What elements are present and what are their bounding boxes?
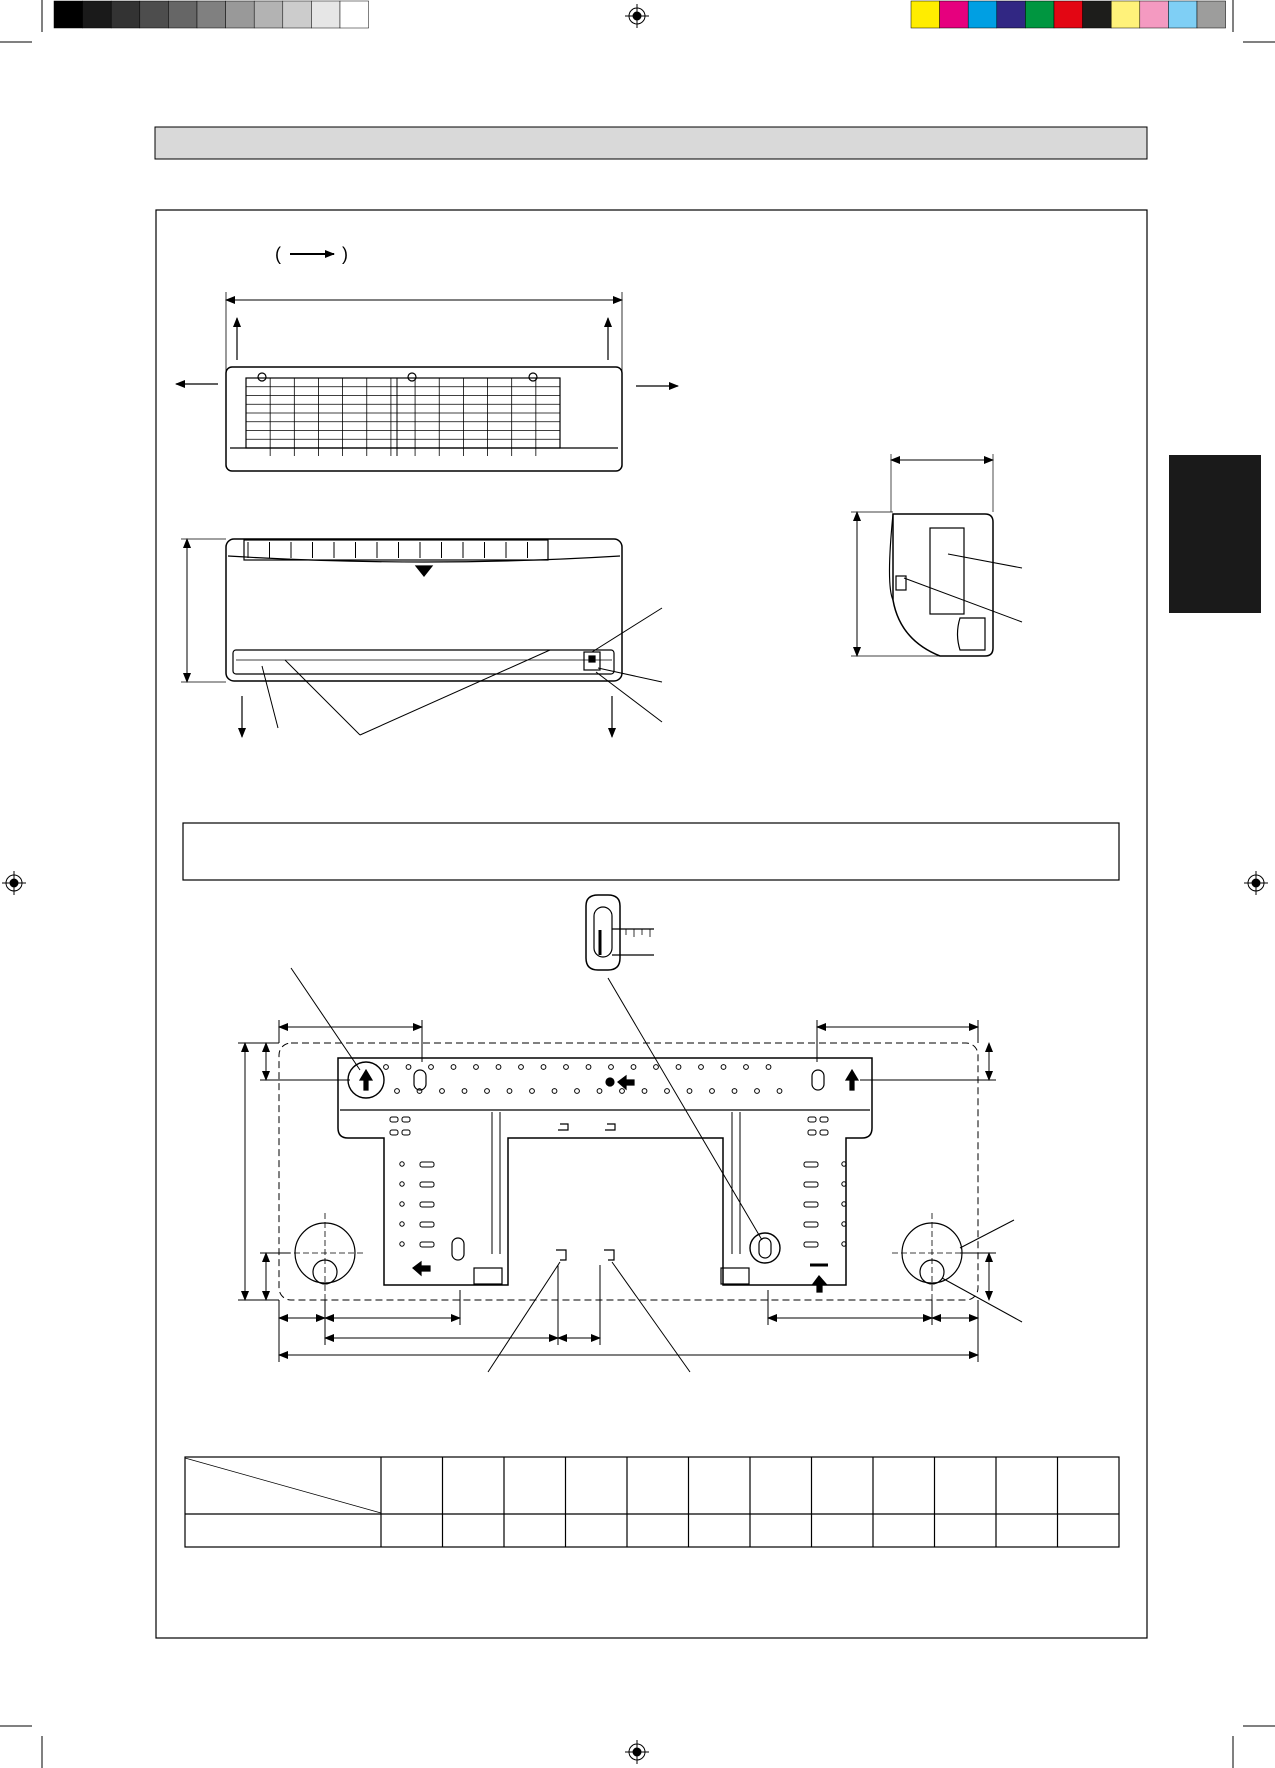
color-swatch bbox=[1054, 1, 1083, 28]
gray-swatch bbox=[254, 1, 283, 28]
registration-mark-top bbox=[625, 4, 649, 28]
registration-mark-right bbox=[1244, 871, 1268, 895]
gray-swatch bbox=[54, 1, 83, 28]
registration-mark-left bbox=[2, 871, 26, 895]
color-swatch bbox=[1083, 1, 1112, 28]
gray-swatch bbox=[197, 1, 226, 28]
gray-swatch bbox=[111, 1, 140, 28]
unit-side-view bbox=[851, 454, 1022, 656]
color-bar bbox=[911, 1, 1226, 28]
color-swatch bbox=[1025, 1, 1054, 28]
spec-table bbox=[185, 1457, 1119, 1547]
color-swatch bbox=[1197, 1, 1226, 28]
color-swatch bbox=[911, 1, 940, 28]
color-swatch bbox=[940, 1, 969, 28]
gray-swatch bbox=[283, 1, 312, 28]
gray-swatch bbox=[226, 1, 255, 28]
grayscale-bar bbox=[54, 1, 369, 28]
gray-swatch bbox=[83, 1, 112, 28]
legend-close-paren: ) bbox=[342, 244, 348, 264]
unit-top-view bbox=[176, 292, 678, 471]
direction-legend bbox=[275, 244, 348, 264]
mounting-plate-drawing bbox=[279, 895, 1022, 1372]
gray-swatch bbox=[340, 1, 369, 28]
registration-mark-bottom bbox=[625, 1740, 649, 1764]
mounting-plate-dimensions bbox=[238, 1020, 996, 1362]
color-swatch bbox=[1168, 1, 1197, 28]
gray-swatch bbox=[311, 1, 340, 28]
gray-swatch bbox=[168, 1, 197, 28]
side-tab bbox=[1169, 455, 1261, 613]
color-swatch bbox=[1111, 1, 1140, 28]
color-swatch bbox=[997, 1, 1026, 28]
legend-open-paren: ( bbox=[275, 244, 281, 264]
gray-swatch bbox=[140, 1, 169, 28]
main-frame bbox=[156, 210, 1147, 1638]
color-swatch bbox=[1140, 1, 1169, 28]
note-box bbox=[183, 823, 1119, 880]
color-swatch bbox=[968, 1, 997, 28]
header-band bbox=[155, 127, 1147, 159]
unit-front-view bbox=[181, 539, 662, 737]
